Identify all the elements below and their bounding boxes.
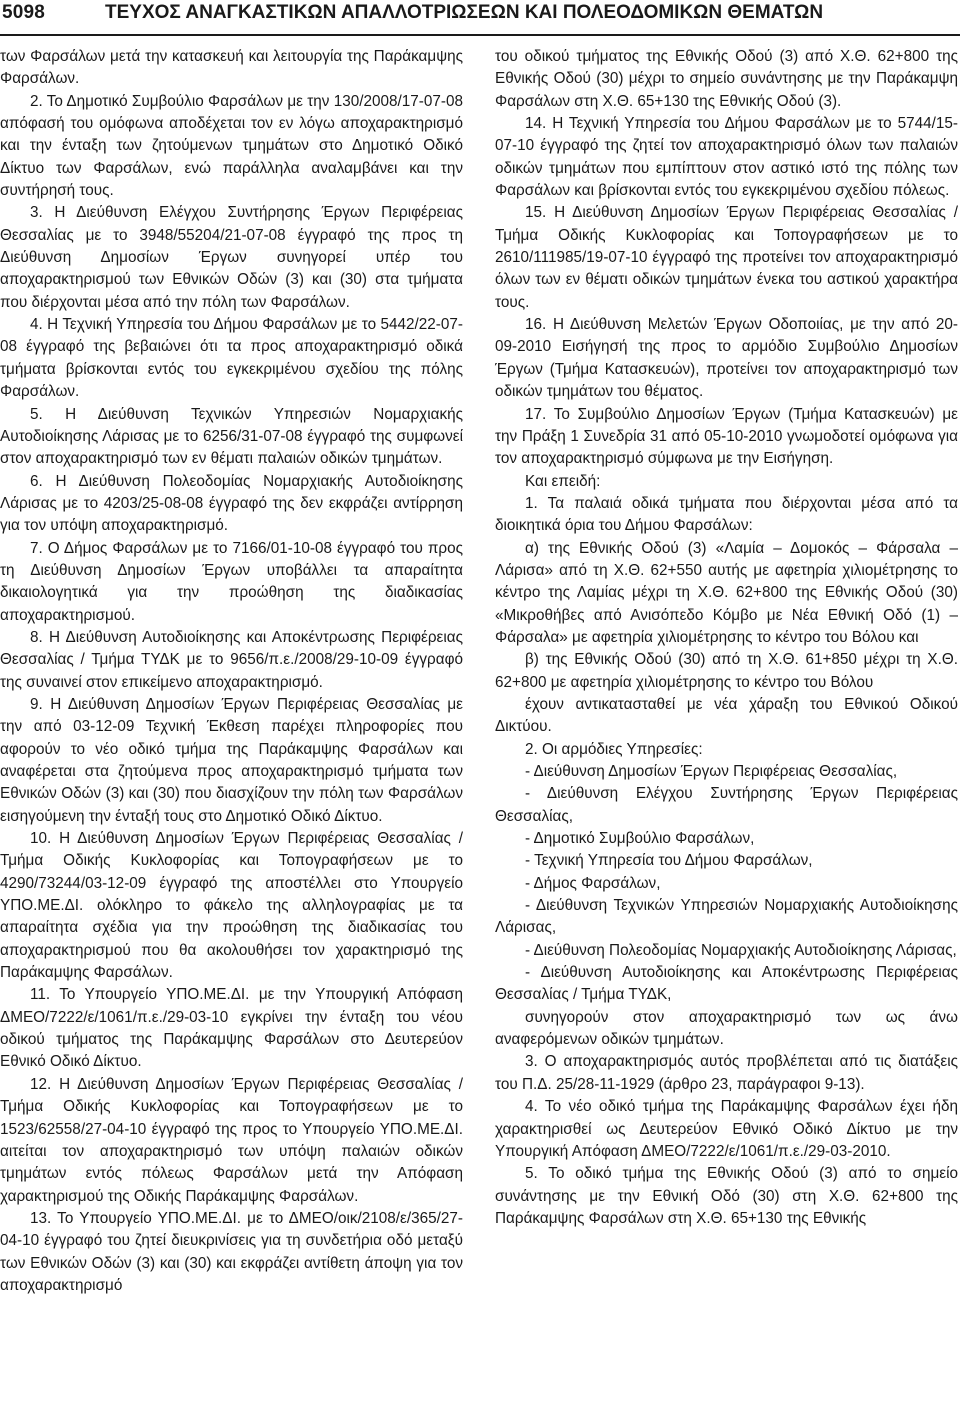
paragraph: 2. Οι αρμόδιες Υπηρεσίες: [525, 740, 703, 758]
page-number: 5098 [2, 2, 46, 23]
paragraph: α) της Εθνικής Οδού (3) «Λαμία – Δομοκός – Φάρσαλα – Λάρισα» από τη Χ.Θ. 62+550 αυτής με αφετηρία χιλιομέτρησης το κέντρο της Λαμίας μέχρι τη Χ.Θ. 62+800 της Εθνικής Οδού (30) «Μικροθήβες από Ανισόπεδο Κόμβο με Νέα Εθνική Οδό (1) – Φάρσαλα» με αφετηρία χιλιομέτρησης το κέντρο του Βόλου και [495, 539, 958, 646]
paragraph: 5. Η Διεύθυνση Τεχνικών Υπηρεσιών Νομαρχιακής Αυτοδιοίκησης Λάρισας με το 6256/31-07-08 έγγραφό της συμφωνεί στον αποχαρακτηρισμό των εν θέματι παλαιών οδικών τμημάτων. [0, 405, 463, 468]
paragraph: β) της Εθνικής Οδού (30) από τη Χ.Θ. 61+850 μέχρι τη Χ.Θ. 62+800 με αφετηρία χιλιομέτρησης το κέντρο του Βόλου [495, 651, 958, 691]
paragraph: 13. Το Υπουργείο ΥΠΟ.ΜΕ.ΔΙ. με το ΔΜΕΟ/οικ/2108/ε/365/27-04-10 έγγραφό του ζητεί διευκρινίσεις για τη συνδετήρια οδό μεταξύ των Εθνικών Οδών (3) και (30) και εκφράζει αντίθετη άποψη για τον αποχαρακτηρισμό [0, 1209, 463, 1294]
paragraph: 9. Η Διεύθυνση Δημοσίων Έργων Περιφέρειας Θεσσαλίας με την από 03-12-09 Τεχνική Έκθεση παρέχει πληροφορίες που αφορούν το νέο οδικό τμήμα της Παράκαμψης Φαρσάλων και αναφέρεται στα ζητούμενα προς αποχαρακτηρισμό τμήματα των Εθνικών Οδών (3) και (30) που διασχίζουν την πόλη των Φαρσάλων εισηγούμενη την ένταξή τους στο Δημοτικό Οδικό Δίκτυο. [0, 695, 463, 825]
paragraph: - Διεύθυνση Ελέγχου Συντήρησης Έργων Περιφέρειας Θεσσαλίας, [495, 785, 958, 825]
paragraph: των Φαρσάλων μετά την κατασκευή και λειτουργία της Παράκαμψης Φαρσάλων. [0, 48, 463, 88]
paragraph: - Διεύθυνση Δημοσίων Έργων Περιφέρειας Θεσσαλίας, [525, 763, 898, 780]
paragraph: 2. Το Δημοτικό Συμβούλιο Φαρσάλων με την 130/2008/17-07-08 απόφασή του ομόφωνα αποδέχεται τον εν λόγω αποχαρακτηρισμό και την ένταξη των ζητούμενων τμημάτων στο Δημοτικό Οδικό Δίκτυο των Φαρσάλων, ενώ παράλληλα αναλαμβάνει και την συντήρησή τους. [0, 92, 463, 200]
paragraph: Και επειδή: [525, 472, 601, 490]
paragraph: 3. Ο αποχαρακτηρισμός αυτός προβλέπεται από τις διατάξεις του Π.Δ. 25/28-11-1929 (άρθρο 23, παράγραφοι 9-13). [495, 1053, 958, 1093]
paragraph: συνηγορούν στον αποχαρακτηρισμό των ως άνω αναφερόμενων οδικών τμημάτων. [495, 1008, 958, 1049]
paragraph: 4. Η Τεχνική Υπηρεσία του Δήμου Φαρσάλων με το 5442/22-07-08 έγγραφό της βεβαιώνει ότι τα προς αποχαρακτηρισμό οδικά τμήματα βρίσκονται εντός του εγκεκριμένου σχεδίου της πόλης Φαρσάλων. [0, 316, 463, 401]
paragraph: 10. Η Διεύθυνση Δημοσίων Έργων Περιφέρειας Θεσσαλίας / Τμήμα Οδικής Κυκλοφορίας και Τοπογραφήσεων με το 4290/73244/03-12-09 έγγραφό της αποστέλλει στο Υπουργείο ΥΠΟ.ΜΕ.ΔΙ. ολόκληρο το φάκελο της αλληλογραφίας με τα απαραίτητα σχέδια για την προώθηση της διαδικασίας του αποχαρακτηρισμού που θα ακολουθήσει τον χαρακτηρισμό της Παράκαμψης Φαρσάλων. [0, 830, 463, 982]
running-title: ΤΕΥΧΟΣ ΑΝΑΓΚΑΣΤΙΚΩΝ ΑΠΑΛΛΟΤΡΙΩΣΕΩΝ ΚΑΙ ΠΟΛΕΟΔΟΜΙΚΩΝ ΘΕΜΑΤΩΝ [105, 2, 824, 23]
paragraph: 1. Τα παλαιά οδικά τμήματα που διέρχονται μέσα από τα διοικητικά όρια του Δήμου Φαρσάλων: [495, 494, 958, 535]
paragraph: 15. Η Διεύθυνση Δημοσίων Έργων Περιφέρειας Θεσσαλίας / Τμήμα Οδικής Κυκλοφορίας και Τοπογραφήσεων με το 2610/111985/19-07-10 έγγραφό της προτείνει τον αποχαρακτηρισμό όλων των εν θέματι οδικών τμημάτων ένεκα του αστικού χαρακτήρα τους. [495, 204, 958, 311]
paragraph: - Δημοτικό Συμβούλιο Φαρσάλων, [525, 830, 755, 848]
paragraph: του οδικού τμήματος της Εθνικής Οδού (3) από Χ.Θ. 62+800 της Εθνικής Οδού (30) μέχρι το σημείο συνάντησης με την Παράκαμψη Φαρσάλων στη Χ.Θ. 65+130 της Εθνικής Οδού (3). [495, 48, 958, 110]
paragraph: 12. Η Διεύθυνση Δημοσίων Έργων Περιφέρειας Θεσσαλίας / Τμήμα Οδικής Κυκλοφορίας και Τοπογραφήσεων με το 1523/62558/27-04-10 έγγραφό της προς το Υπουργείο ΥΠΟ.ΜΕ.ΔΙ. αιτείται τον αποχαρακτηρισμό των υπόψη παλαιών οδικών τμημάτων εντός πόλεως Φαρσάλων μετά την Απόφαση χαρακτηρισμού της Οδικής Παράκαμψης Φαρσάλων. [0, 1075, 463, 1205]
right-column [495, 46, 958, 1230]
paragraph: 7. Ο Δήμος Φαρσάλων με το 7166/01-10-08 έγγραφό του προς τη Διεύθυνση Δημοσίων Έργων υποβάλλει τα απαραίτητα δικαιολογητικά για την προώθηση της διαδικασίας αποχαρακτηρισμού. [0, 539, 463, 624]
paragraph: 16. Η Διεύθυνση Μελετών Έργων Οδοποιίας, με την από 20-09-2010 Εισήγησή της προς το αρμόδιο Συμβούλιο Δημοσίων Έργων (Τμήμα Κατασκευών), προτείνει τον αποχαρακτηρισμό των οδικών τμημάτων του θέματος. [495, 316, 958, 401]
paragraph: 11. Το Υπουργείο ΥΠΟ.ΜΕ.ΔΙ. με την Υπουργική Απόφαση ΔΜΕΟ/7222/ε/1061/π.ε./29-03-10 εγκρίνει την ένταξη του νέου οδικού τμήματος της Παράκαμψης Φαρσάλων στο Δευτερεύον Εθνικό Οδικό Δίκτυο. [0, 986, 463, 1071]
paragraph: - Διεύθυνση Αυτοδιοίκησης και Αποκέντρωσης Περιφέρειας Θεσσαλίας / Τμήμα ΤΥΔΚ, [495, 964, 958, 1004]
paragraph: 14. Η Τεχνική Υπηρεσία του Δήμου Φαρσάλων με το 5744/15-07-10 έγγραφό της ζητεί τον αποχαρακτηρισμό όλων των παλαιών οδικών τμημάτων που εμπίπτουν στον αστικό ιστό της πόλης των Φαρσάλων και βρίσκονται εντός του εγκεκριμένου σχεδίου πόλεως. [495, 115, 958, 200]
paragraph: 3. Η Διεύθυνση Ελέγχου Συντήρησης Έργων Περιφέρειας Θεσσαλίας με το 3948/55204/21-07-08 έγγραφό της προς τη Διεύθυνση Δημοσίων Έργων συνηγορεί υπέρ του αποχαρακτηρισμού των Εθνικών Οδών (3) και (30) στα τμήματα που διέρχονται μέσα από την πόλη των Φαρσάλων. [0, 204, 463, 311]
paragraph: - Τεχνική Υπηρεσία του Δήμου Φαρσάλων, [525, 852, 813, 870]
paragraph: - Διεύθυνση Τεχνικών Υπηρεσιών Νομαρχιακής Αυτοδιοίκησης Λάρισας, [495, 897, 958, 937]
paragraph: 4. Το νέο οδικό τμήμα της Παράκαμψης Φαρσάλων έχει ήδη χαρακτηρισθεί ως Δευτερεύον Εθνικό Οδικό Δίκτυο με την Υπουργική Απόφαση ΔΜΕΟ/7222/ε/1061/π.ε./29-03-2010. [495, 1098, 958, 1160]
paragraph: 8. Η Διεύθυνση Αυτοδιοίκησης και Αποκέντρωσης Περιφέρειας Θεσσαλίας / Τμήμα ΤΥΔΚ με το 9656/π.ε./2008/29-10-09 έγγραφό της συναινεί στον επικείμενο αποχαρακτηρισμό. [0, 628, 463, 691]
left-column [0, 46, 463, 1297]
paragraph: 5. Το οδικό τμήμα της Εθνικής Οδού (3) από το σημείο συνάντησης με την Εθνική Οδό (30) στη Χ.Θ. 62+800 της Παράκαμψης Φαρσάλων στη Χ.Θ. 65+130 της Εθνικής [495, 1165, 958, 1227]
paragraph: έχουν αντικατασταθεί με νέα χάραξη του Εθνικού Οδικού Δικτύου. [495, 695, 958, 736]
paragraph: 17. Το Συμβούλιο Δημοσίων Έργων (Τμήμα Κατασκευών) με την Πράξη 1 Συνεδρία 31 από 05-10-2010 γνωμοδοτεί ομόφωνα για τον αποχαρακτηρισμό σύμφωνα με την Εισήγηση. [495, 405, 958, 468]
paragraph: - Δήμος Φαρσάλων, [525, 874, 661, 892]
paragraph: - Διεύθυνση Πολεοδομίας Νομαρχιακής Αυτοδιοίκησης Λάρισας, [525, 941, 957, 959]
paragraph: 6. Η Διεύθυνση Πολεοδομίας Νομαρχιακής Αυτοδιοίκησης Λάρισας με το 4203/25-08-08 έγγραφό της δεν εκφράζει αντίρρηση για τον υπόψη αποχαρακτηρισμό. [0, 472, 463, 535]
page-header [0, 0, 960, 36]
